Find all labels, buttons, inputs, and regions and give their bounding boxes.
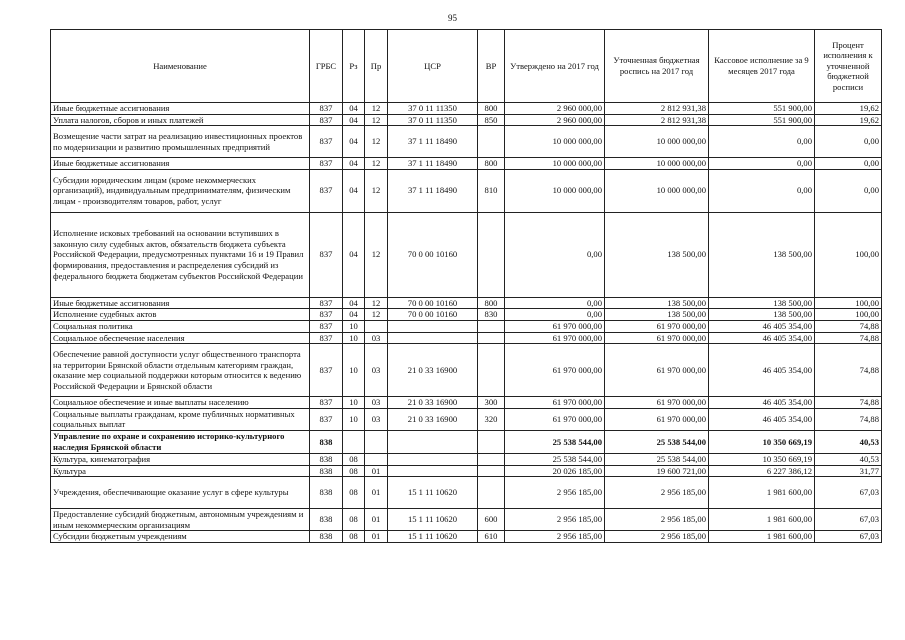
cell-csr: 70 0 00 10160	[388, 212, 478, 297]
cell-approved: 2 956 185,00	[505, 477, 605, 509]
cell-csr: 21 0 33 16900	[388, 344, 478, 397]
cell-revised: 61 970 000,00	[605, 332, 709, 344]
cell-pr	[365, 453, 388, 465]
cell-pr: 12	[365, 114, 388, 126]
cell-pr: 03	[365, 344, 388, 397]
cell-vr	[478, 430, 505, 453]
cell-grbs: 837	[310, 297, 343, 309]
cell-grbs: 837	[310, 114, 343, 126]
cell-revised: 61 970 000,00	[605, 397, 709, 409]
cell-vr: 320	[478, 408, 505, 430]
cell-percent: 31,77	[815, 465, 882, 477]
table-row	[51, 212, 882, 297]
cell-name: Культура	[51, 465, 310, 477]
cell-cash: 1 981 600,00	[709, 531, 815, 543]
header-vr: ВР	[478, 30, 505, 103]
header-percent: Процент исполнения к уточненной бюджетной росписи	[815, 30, 882, 103]
table-row	[51, 103, 882, 115]
cell-percent: 100,00	[815, 212, 882, 297]
table-row	[51, 430, 882, 453]
cell-percent: 67,03	[815, 477, 882, 509]
cell-name: Уплата налогов, сборов и иных платежей	[51, 114, 310, 126]
cell-name: Субсидии бюджетным учреждениям	[51, 531, 310, 543]
cell-csr: 37 1 11 18490	[388, 169, 478, 212]
cell-approved: 2 956 185,00	[505, 531, 605, 543]
cell-pr: 12	[365, 158, 388, 170]
cell-grbs: 838	[310, 453, 343, 465]
cell-percent: 19,62	[815, 103, 882, 115]
table-body	[51, 103, 882, 543]
cell-rz: 10	[343, 397, 365, 409]
cell-percent: 40,53	[815, 453, 882, 465]
table-row	[51, 453, 882, 465]
cell-cash: 10 350 669,19	[709, 430, 815, 453]
cell-approved: 25 538 544,00	[505, 430, 605, 453]
cell-grbs: 838	[310, 509, 343, 531]
cell-cash: 138 500,00	[709, 212, 815, 297]
cell-rz	[343, 430, 365, 453]
cell-grbs: 838	[310, 430, 343, 453]
cell-percent: 67,03	[815, 509, 882, 531]
cell-pr: 12	[365, 212, 388, 297]
header-name: Наименование	[51, 30, 310, 103]
page-number: 95	[448, 13, 457, 23]
cell-pr: 01	[365, 509, 388, 531]
cell-pr	[365, 320, 388, 332]
cell-csr: 21 0 33 16900	[388, 397, 478, 409]
table-row	[51, 408, 882, 430]
cell-percent: 74,88	[815, 344, 882, 397]
cell-csr	[388, 453, 478, 465]
cell-rz: 08	[343, 453, 365, 465]
cell-cash: 138 500,00	[709, 309, 815, 321]
table-row	[51, 531, 882, 543]
cell-cash: 6 227 386,12	[709, 465, 815, 477]
cell-approved: 61 970 000,00	[505, 397, 605, 409]
cell-grbs: 837	[310, 309, 343, 321]
cell-rz: 04	[343, 297, 365, 309]
cell-approved: 25 538 544,00	[505, 453, 605, 465]
cell-percent: 0,00	[815, 126, 882, 158]
cell-grbs: 837	[310, 158, 343, 170]
cell-vr	[478, 453, 505, 465]
table-row	[51, 309, 882, 321]
cell-grbs: 838	[310, 477, 343, 509]
cell-name: Иные бюджетные ассигнования	[51, 297, 310, 309]
table-row	[51, 320, 882, 332]
cell-grbs: 837	[310, 126, 343, 158]
header-approved: Утверждено на 2017 год	[505, 30, 605, 103]
cell-approved: 61 970 000,00	[505, 408, 605, 430]
cell-rz: 04	[343, 158, 365, 170]
cell-name: Управление по охране и сохранению историко-культурного наследия Брянской области	[51, 430, 310, 453]
cell-percent: 19,62	[815, 114, 882, 126]
cell-grbs: 837	[310, 344, 343, 397]
cell-approved: 61 970 000,00	[505, 332, 605, 344]
cell-vr: 810	[478, 169, 505, 212]
cell-csr: 15 1 11 10620	[388, 509, 478, 531]
cell-cash: 0,00	[709, 158, 815, 170]
cell-name: Иные бюджетные ассигнования	[51, 103, 310, 115]
cell-grbs: 837	[310, 397, 343, 409]
cell-vr	[478, 320, 505, 332]
cell-pr: 12	[365, 297, 388, 309]
header-rz: Рз	[343, 30, 365, 103]
cell-cash: 46 405 354,00	[709, 344, 815, 397]
cell-cash: 1 981 600,00	[709, 509, 815, 531]
cell-revised: 25 538 544,00	[605, 453, 709, 465]
cell-pr: 01	[365, 477, 388, 509]
cell-vr	[478, 477, 505, 509]
cell-csr: 37 0 11 11350	[388, 114, 478, 126]
cell-approved: 2 960 000,00	[505, 114, 605, 126]
cell-vr	[478, 344, 505, 397]
cell-csr	[388, 465, 478, 477]
cell-vr: 800	[478, 158, 505, 170]
cell-rz: 04	[343, 114, 365, 126]
table-row	[51, 126, 882, 158]
cell-pr: 03	[365, 397, 388, 409]
cell-rz: 10	[343, 332, 365, 344]
cell-name: Исполнение судебных актов	[51, 309, 310, 321]
cell-rz: 08	[343, 477, 365, 509]
table-row	[51, 297, 882, 309]
cell-pr: 12	[365, 169, 388, 212]
cell-csr	[388, 320, 478, 332]
header-csr: ЦСР	[388, 30, 478, 103]
cell-revised: 25 538 544,00	[605, 430, 709, 453]
cell-revised: 2 812 931,38	[605, 114, 709, 126]
cell-vr: 610	[478, 531, 505, 543]
cell-name: Культура, кинематография	[51, 453, 310, 465]
cell-approved: 2 960 000,00	[505, 103, 605, 115]
table-row	[51, 332, 882, 344]
cell-grbs: 837	[310, 332, 343, 344]
cell-name: Возмещение части затрат на реализацию инвестиционных проектов по модернизации и развитию промышленных предприятий	[51, 126, 310, 158]
cell-percent: 74,88	[815, 408, 882, 430]
cell-revised: 2 812 931,38	[605, 103, 709, 115]
cell-percent: 74,88	[815, 397, 882, 409]
cell-vr: 800	[478, 103, 505, 115]
cell-vr	[478, 465, 505, 477]
cell-approved: 10 000 000,00	[505, 169, 605, 212]
cell-vr: 800	[478, 297, 505, 309]
cell-approved: 20 026 185,00	[505, 465, 605, 477]
cell-pr: 03	[365, 408, 388, 430]
cell-percent: 67,03	[815, 531, 882, 543]
cell-cash: 46 405 354,00	[709, 332, 815, 344]
cell-percent: 0,00	[815, 158, 882, 170]
cell-revised: 61 970 000,00	[605, 408, 709, 430]
cell-pr: 03	[365, 332, 388, 344]
cell-name: Субсидии юридическим лицам (кроме некоммерческих организаций), индивидуальным предпринимателям, физическим лицам - производителям товаров, работ, услуг	[51, 169, 310, 212]
cell-grbs: 838	[310, 531, 343, 543]
cell-revised: 2 956 185,00	[605, 509, 709, 531]
cell-revised: 138 500,00	[605, 297, 709, 309]
cell-grbs: 837	[310, 408, 343, 430]
cell-grbs: 838	[310, 465, 343, 477]
table-row	[51, 114, 882, 126]
cell-csr: 70 0 00 10160	[388, 297, 478, 309]
cell-csr: 21 0 33 16900	[388, 408, 478, 430]
cell-name: Исполнение исковых требований на основании вступивших в законную силу судебных актов, обязательств бюджета субъекта Российской Федерации, предусмотренных пунктами 16 и 19 Правил формирования, предоставления и распределения субсидий из федерального бюджета бюджетам субъектов Российской Федерации	[51, 212, 310, 297]
cell-rz: 08	[343, 509, 365, 531]
cell-rz: 04	[343, 126, 365, 158]
cell-cash: 46 405 354,00	[709, 408, 815, 430]
cell-cash: 551 900,00	[709, 114, 815, 126]
cell-cash: 551 900,00	[709, 103, 815, 115]
cell-revised: 10 000 000,00	[605, 158, 709, 170]
header-pr: Пр	[365, 30, 388, 103]
cell-cash: 138 500,00	[709, 297, 815, 309]
cell-approved: 10 000 000,00	[505, 126, 605, 158]
cell-pr: 01	[365, 531, 388, 543]
cell-name: Социальная политика	[51, 320, 310, 332]
table-row	[51, 477, 882, 509]
cell-pr: 12	[365, 103, 388, 115]
cell-approved: 0,00	[505, 297, 605, 309]
cell-cash: 46 405 354,00	[709, 397, 815, 409]
cell-revised: 2 956 185,00	[605, 477, 709, 509]
cell-percent: 74,88	[815, 332, 882, 344]
cell-vr: 850	[478, 114, 505, 126]
cell-csr: 70 0 00 10160	[388, 309, 478, 321]
cell-rz: 10	[343, 320, 365, 332]
cell-csr: 15 1 11 10620	[388, 477, 478, 509]
cell-vr: 300	[478, 397, 505, 409]
cell-vr	[478, 332, 505, 344]
cell-vr: 600	[478, 509, 505, 531]
cell-revised: 19 600 721,00	[605, 465, 709, 477]
cell-csr	[388, 332, 478, 344]
cell-rz: 04	[343, 309, 365, 321]
cell-name: Иные бюджетные ассигнования	[51, 158, 310, 170]
table-header-row	[51, 30, 882, 103]
cell-vr: 830	[478, 309, 505, 321]
table-row	[51, 158, 882, 170]
cell-pr: 12	[365, 309, 388, 321]
cell-revised: 10 000 000,00	[605, 169, 709, 212]
cell-cash: 1 981 600,00	[709, 477, 815, 509]
header-revised: Уточненная бюджетная роспись на 2017 год	[605, 30, 709, 103]
cell-percent: 0,00	[815, 169, 882, 212]
cell-rz: 10	[343, 408, 365, 430]
cell-rz: 08	[343, 531, 365, 543]
cell-percent: 40,53	[815, 430, 882, 453]
cell-csr: 37 1 11 18490	[388, 158, 478, 170]
cell-revised: 138 500,00	[605, 309, 709, 321]
table-row	[51, 509, 882, 531]
cell-revised: 10 000 000,00	[605, 126, 709, 158]
cell-grbs: 837	[310, 169, 343, 212]
cell-name: Обеспечение равной доступности услуг общественного транспорта на территории Брянской области отдельным категориям граждан, оказание мер социальной поддержки которым относится к ведению Российской Федерации и Брянской области	[51, 344, 310, 397]
cell-vr	[478, 126, 505, 158]
cell-rz: 04	[343, 103, 365, 115]
cell-percent: 100,00	[815, 297, 882, 309]
budget-execution-table	[50, 29, 882, 543]
cell-pr: 12	[365, 126, 388, 158]
cell-pr	[365, 430, 388, 453]
cell-approved: 2 956 185,00	[505, 509, 605, 531]
cell-revised: 2 956 185,00	[605, 531, 709, 543]
header-cash: Кассовое исполнение за 9 месяцев 2017 года	[709, 30, 815, 103]
cell-cash: 0,00	[709, 169, 815, 212]
cell-rz: 04	[343, 212, 365, 297]
table-row	[51, 465, 882, 477]
cell-grbs: 837	[310, 103, 343, 115]
cell-vr	[478, 212, 505, 297]
cell-name: Социальное обеспечение и иные выплаты населению	[51, 397, 310, 409]
cell-percent: 74,88	[815, 320, 882, 332]
table-row	[51, 344, 882, 397]
cell-cash: 10 350 669,19	[709, 453, 815, 465]
cell-csr: 37 1 11 18490	[388, 126, 478, 158]
cell-name: Предоставление субсидий бюджетным, автономным учреждениям и иным некоммерческим организациям	[51, 509, 310, 531]
cell-percent: 100,00	[815, 309, 882, 321]
cell-revised: 138 500,00	[605, 212, 709, 297]
cell-approved: 0,00	[505, 212, 605, 297]
cell-csr: 37 0 11 11350	[388, 103, 478, 115]
cell-csr	[388, 430, 478, 453]
header-grbs: ГРБС	[310, 30, 343, 103]
cell-rz: 10	[343, 344, 365, 397]
cell-name: Социальное обеспечение населения	[51, 332, 310, 344]
cell-approved: 10 000 000,00	[505, 158, 605, 170]
cell-approved: 61 970 000,00	[505, 344, 605, 397]
cell-rz: 04	[343, 169, 365, 212]
cell-revised: 61 970 000,00	[605, 344, 709, 397]
cell-approved: 0,00	[505, 309, 605, 321]
cell-name: Социальные выплаты гражданам, кроме публичных нормативных социальных выплат	[51, 408, 310, 430]
cell-revised: 61 970 000,00	[605, 320, 709, 332]
cell-cash: 0,00	[709, 126, 815, 158]
cell-approved: 61 970 000,00	[505, 320, 605, 332]
cell-rz: 08	[343, 465, 365, 477]
cell-grbs: 837	[310, 320, 343, 332]
cell-pr: 01	[365, 465, 388, 477]
cell-csr: 15 1 11 10620	[388, 531, 478, 543]
cell-grbs: 837	[310, 212, 343, 297]
table-row	[51, 397, 882, 409]
cell-name: Учреждения, обеспечивающие оказание услуг в сфере культуры	[51, 477, 310, 509]
table-row	[51, 169, 882, 212]
cell-cash: 46 405 354,00	[709, 320, 815, 332]
